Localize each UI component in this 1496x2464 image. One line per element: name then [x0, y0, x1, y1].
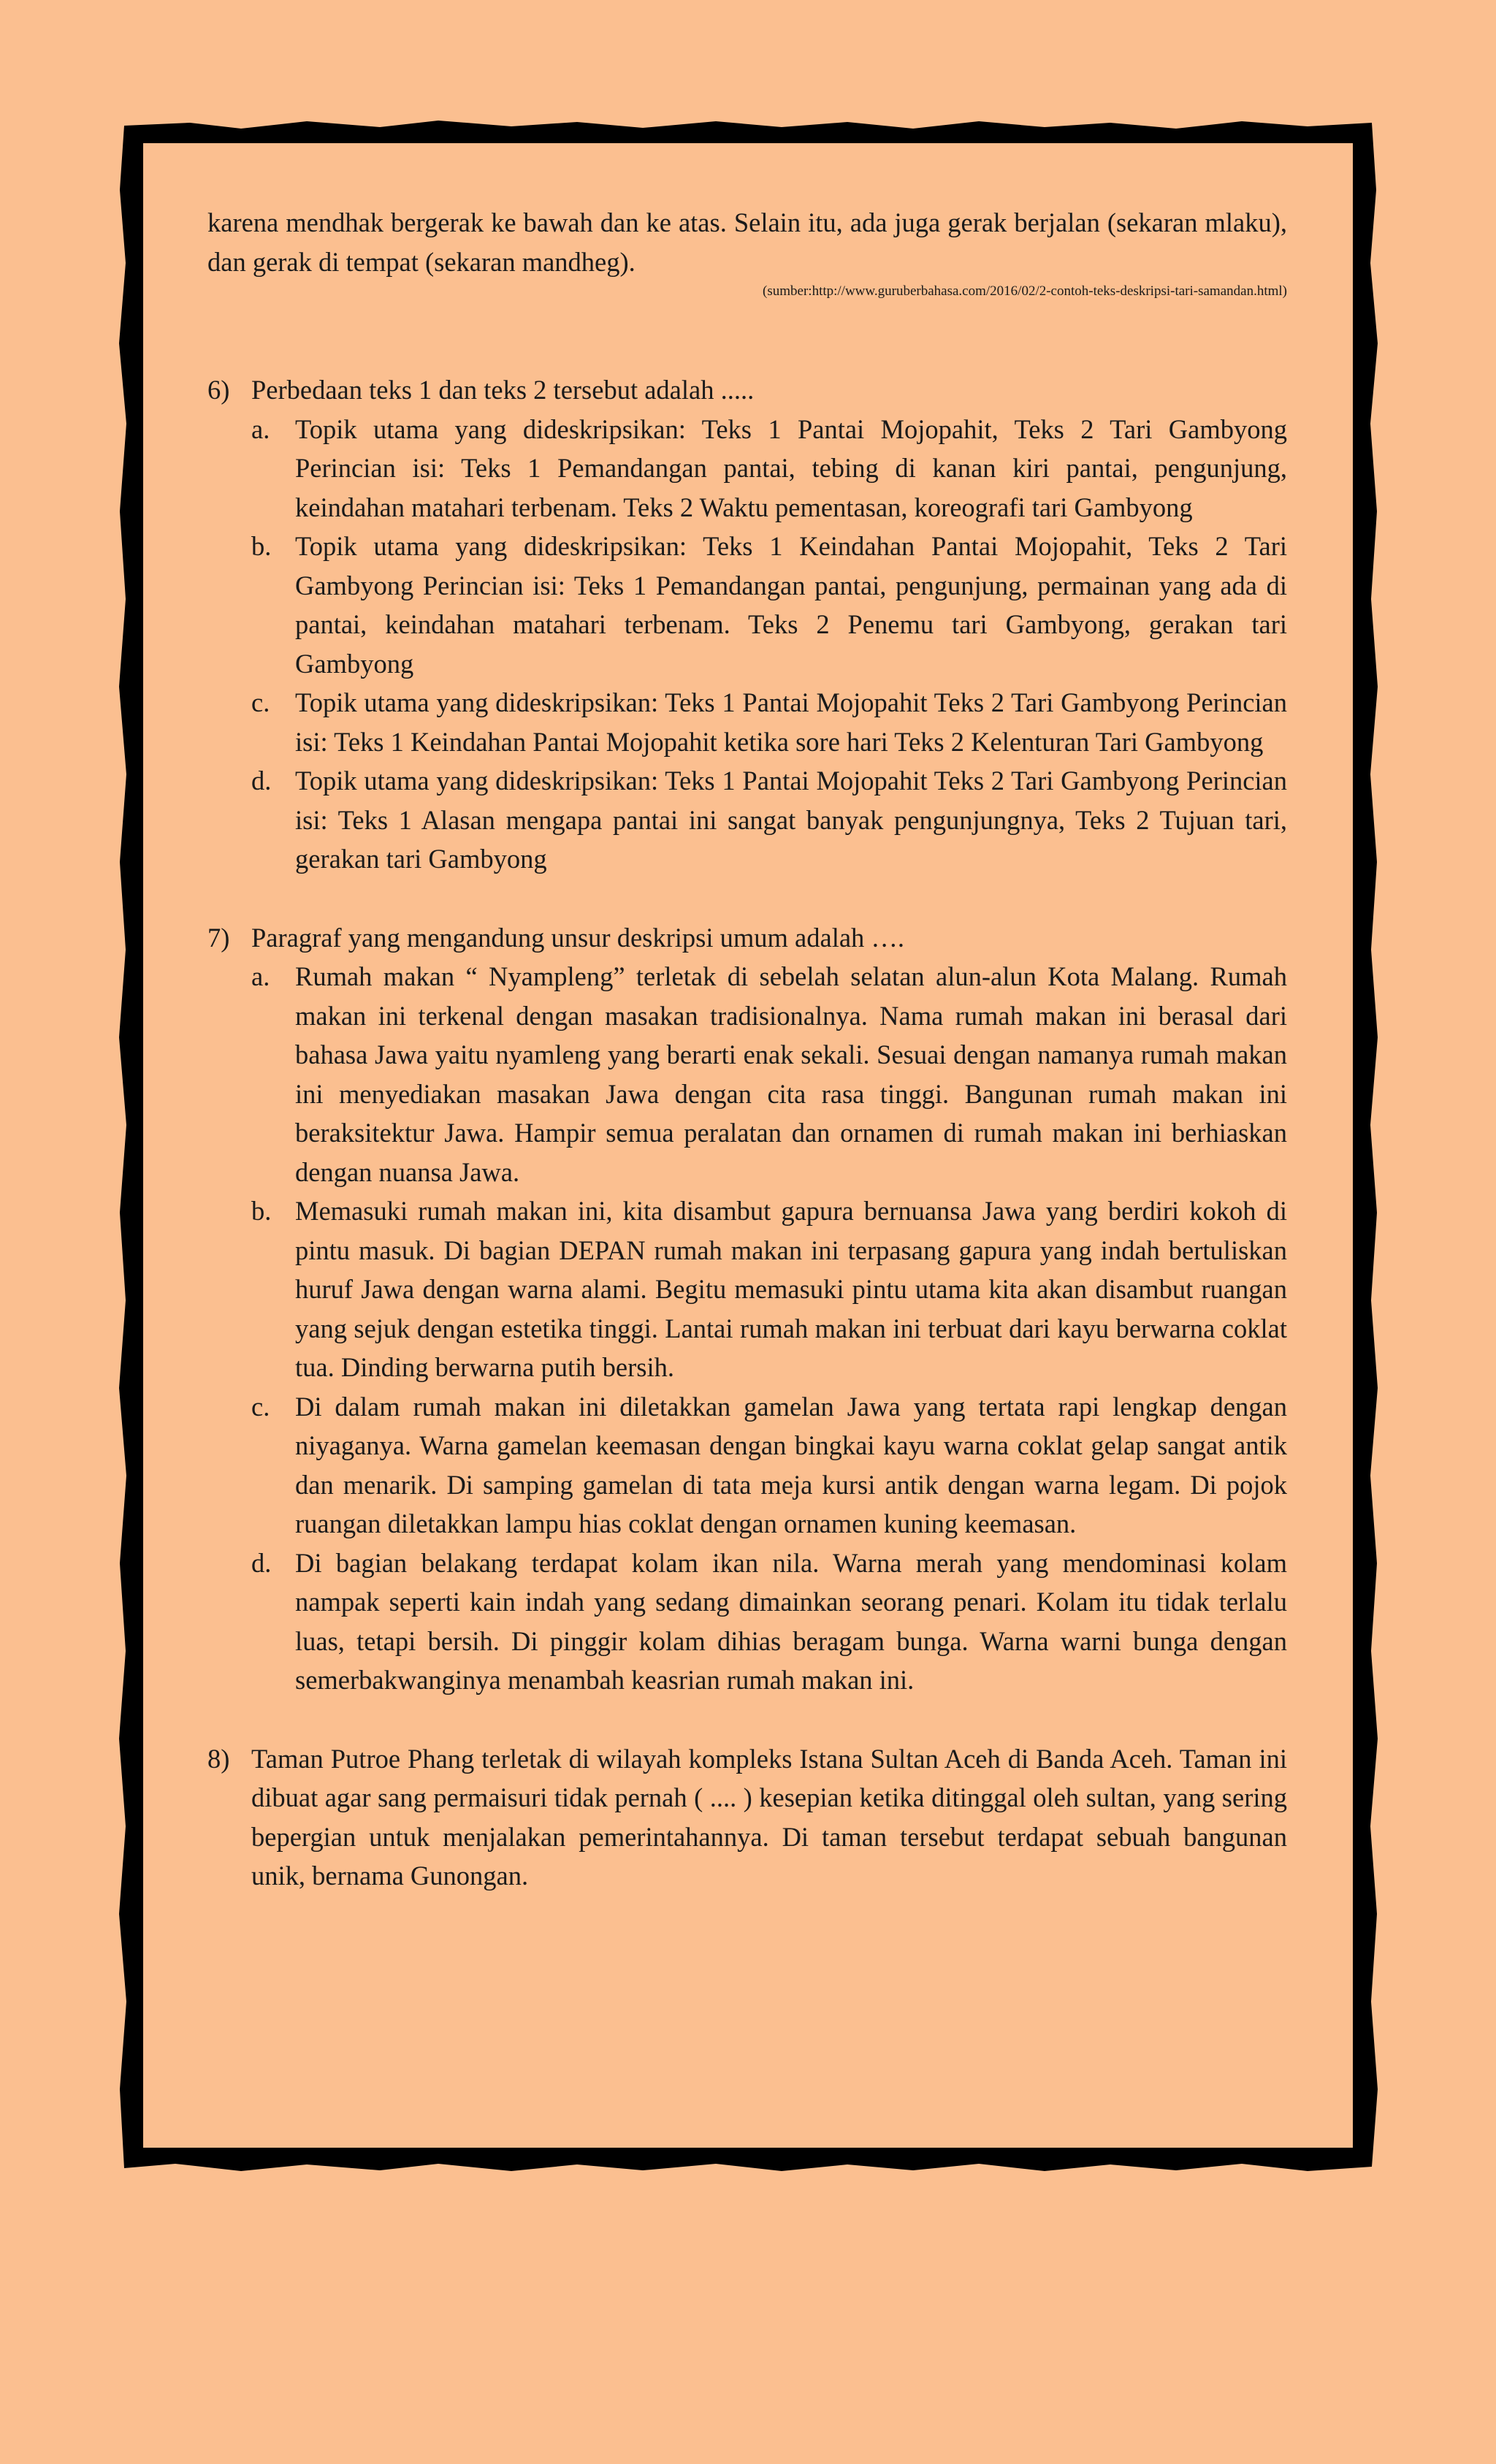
option-text: Memasuki rumah makan ini, kita disambut gapura bernuansa Jawa yang berdiri kokoh di pintu masuk. Di bagian DEPAN rumah makan ini terpasang gapura yang indah bertuliskan huruf Jawa dengan warna alami. Begitu memasuki pintu utama kita akan disambut ruangan yang sejuk dengan estetika tinggi. Lantai rumah makan ini terbuat dari kayu berwarna coklat tua. Dinding berwarna putih bersih. [295, 1196, 1287, 1382]
question-number: 6) [207, 375, 230, 405]
option-letter: c. [251, 1391, 270, 1422]
question-stem: Perbedaan teks 1 dan teks 2 tersebut adalah ..... [251, 375, 755, 405]
question-stem: Taman Putroe Phang terletak di wilayah kompleks Istana Sultan Aceh di Banda Aceh. Taman ini dibuat agar sang permaisuri tidak pernah ( .... ) kesepian ketika ditinggal oleh sultan, yang sering bepergian untuk menjalakan pemerintahannya. Di taman tersebut terdapat sebuah bangunan unik, bernama Gunongan. [251, 1743, 1287, 1891]
lead-paragraph: karena mendhak bergerak ke bawah dan ke atas. Selain itu, ada juga gerak berjalan (sekaran mlaku), dan gerak di tempat (sekaran mandheg). [207, 207, 1287, 277]
question-7 [207, 918, 1287, 1700]
option-b [251, 527, 1287, 683]
question-body [251, 918, 1287, 1700]
question-body [251, 370, 1287, 879]
question-number: 7) [207, 922, 230, 953]
option-letter: b. [251, 1196, 272, 1226]
source-citation: (sumber:http://www.guruberbahasa.com/2016/02/2-contoh-teks-deskripsi-tari-samandan.html) [763, 283, 1287, 299]
option-a [251, 410, 1287, 527]
option-a [251, 957, 1287, 1191]
option-text: Rumah makan “ Nyampleng” terletak di sebelah selatan alun-alun Kota Malang. Rumah makan ini terkenal dengan masakan tradisionalnya. Nama rumah makan ini berasal dari bahasa Jawa yaitu nyamleng yang berarti enak sekali. Sesuai dengan namanya rumah makan ini menyediakan masakan Jawa dengan cita rasa tinggi. Bangunan rumah makan ini beraksitektur Jawa. Hampir semua peralatan dan ornamen di rumah makan ini berhiaskan dengan nuansa Jawa. [295, 961, 1287, 1187]
question-number: 8) [207, 1743, 230, 1774]
lead-paragraph-block [207, 203, 1287, 302]
option-letter: d. [251, 766, 272, 796]
option-text: Topik utama yang dideskripsikan: Teks 1 Keindahan Pantai Mojopahit, Teks 2 Tari Gambyong Perincian isi: Teks 1 Pemandangan pantai, pengunjung, permainan yang ada di pantai, keindahan matahari terbenam. Teks 2 Penemu tari Gambyong, gerakan tari Gambyong [295, 531, 1287, 679]
option-c [251, 1387, 1287, 1544]
option-text: Topik utama yang dideskripsikan: Teks 1 Pantai Mojopahit Teks 2 Tari Gambyong Perincian isi: Teks 1 Alasan mengapa pantai ini sangat banyak pengunjungnya, Teks 2 Tujuan tari, gerakan tari Gambyong [295, 766, 1287, 874]
option-text: Di bagian belakang terdapat kolam ikan nila. Warna merah yang mendominasi kolam nampak seperti kain indah yang sedang dimainkan seorang penari. Kolam itu tidak terlalu luas, tetapi bersih. Di pinggir kolam dihias beragam bunga. Warna warni bunga dengan semerbakwanginya menambah keasrian rumah makan ini. [295, 1547, 1287, 1695]
option-letter: b. [251, 531, 272, 561]
question-6 [207, 370, 1287, 879]
option-letter: a. [251, 961, 270, 991]
option-d [251, 761, 1287, 879]
option-letter: d. [251, 1547, 272, 1578]
question-8 [207, 1739, 1287, 1896]
question-stem: Paragraf yang mengandung unsur deskripsi umum adalah …. [251, 922, 905, 953]
option-b [251, 1191, 1287, 1387]
option-text: Di dalam rumah makan ini diletakkan gamelan Jawa yang tertata rapi lengkap dengan niyaganya. Warna gamelan keemasan dengan bingkai kayu warna coklat gelap sangat antik dan menarik. Di samping gamelan di tata meja kursi antik dengan warna legam. Di pojok ruangan diletakkan lampu hias coklat dengan ornamen kuning keemasan. [295, 1391, 1287, 1538]
page-content [207, 203, 1287, 1896]
question-body [251, 1739, 1287, 1896]
option-d [251, 1544, 1287, 1700]
option-text: Topik utama yang dideskripsikan: Teks 1 Pantai Mojopahit Teks 2 Tari Gambyong Perincian isi: Teks 1 Keindahan Pantai Mojopahit ketika sore hari Teks 2 Kelenturan Tari Gambyong [295, 687, 1287, 757]
option-text: Topik utama yang dideskripsikan: Teks 1 Pantai Mojopahit, Teks 2 Tari Gambyong Perincian isi: Teks 1 Pemandangan pantai, tebing di kanan kiri pantai, pengunjung, keindahan matahari terbenam. Teks 2 Waktu pementasan, koreografi tari Gambyong [295, 413, 1287, 522]
option-letter: c. [251, 687, 270, 717]
option-c [251, 683, 1287, 761]
option-letter: a. [251, 413, 270, 444]
